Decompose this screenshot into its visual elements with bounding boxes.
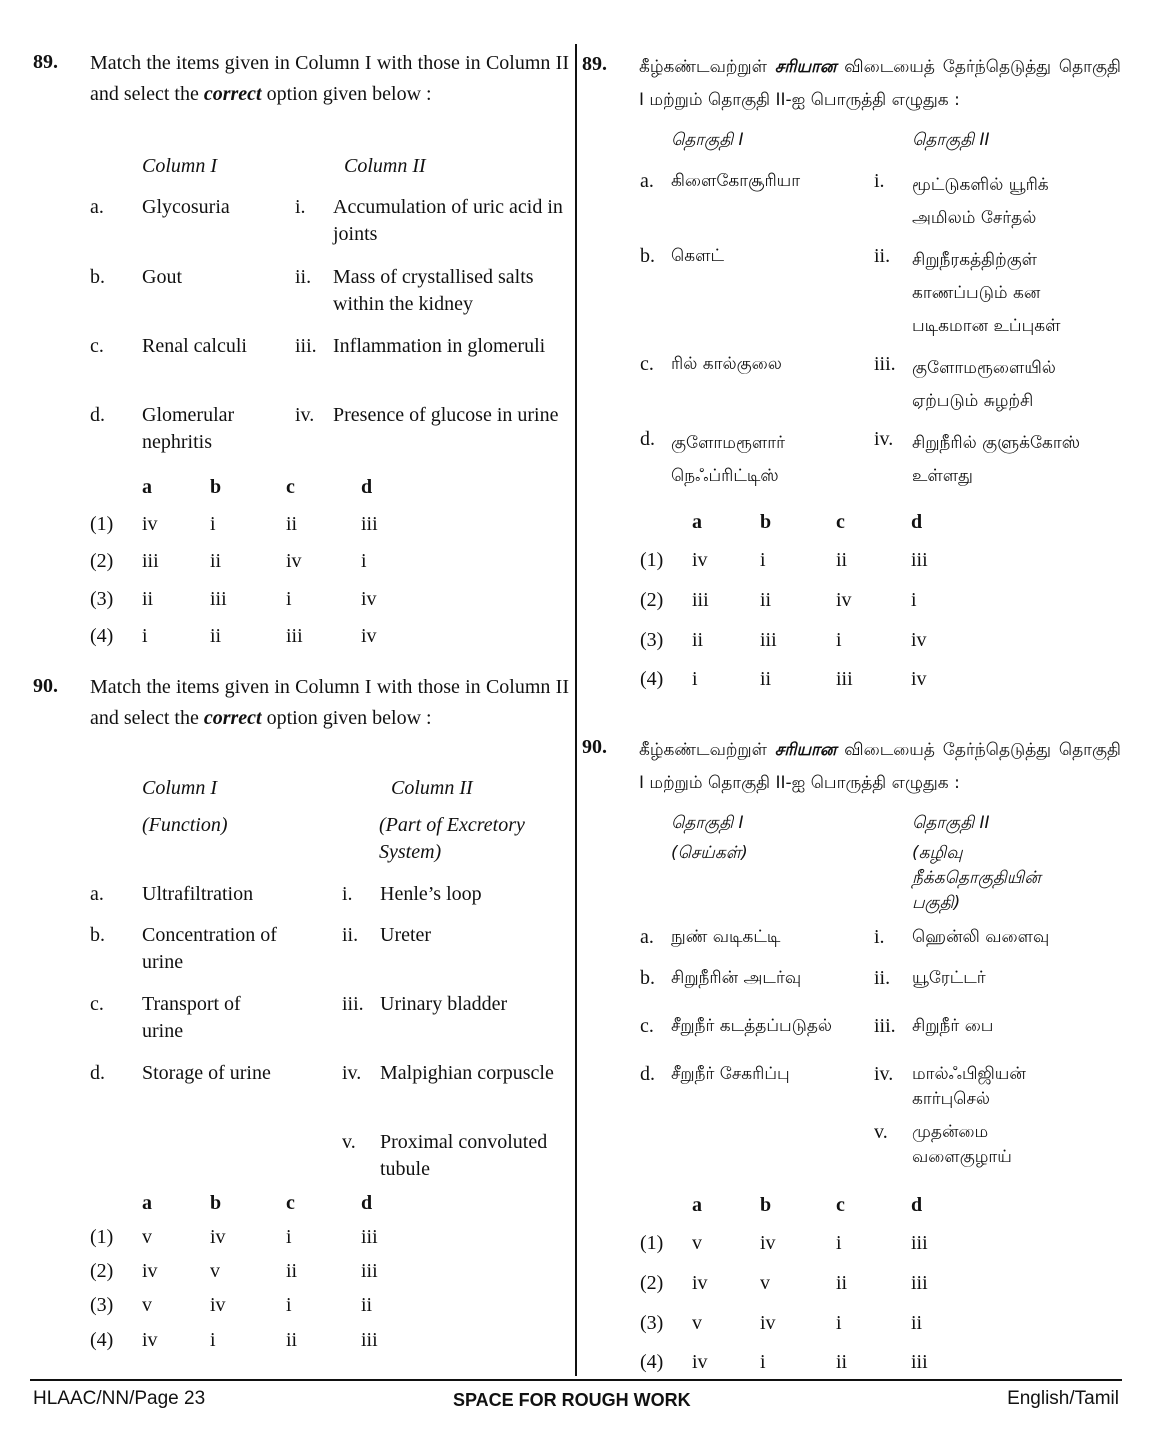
answer-header: b [210, 476, 222, 498]
row-num: i. [874, 926, 885, 948]
stem-text: Match the items given in Column I with those in Column II and select the [90, 676, 569, 729]
column-2-subheader: (Part of Excretory System) [379, 814, 525, 863]
column-1-subheader: (செய்கள்) [671, 843, 748, 863]
english-column [0, 0, 575, 1378]
option-value: iv [760, 1312, 776, 1334]
row-match: மால்ஃபிஜியன் கார்புசெல் [912, 1064, 1026, 1109]
row-num: iv. [874, 428, 894, 450]
option-value: i [286, 1226, 292, 1248]
row-match: Malpighian corpuscle [380, 1062, 554, 1084]
tamil-column [578, 0, 1152, 1378]
stem-text-end: option given below : [261, 83, 432, 105]
question-number: 90. [33, 675, 58, 697]
option-value: iii [911, 549, 928, 571]
stem-text-end: விடையைத் தேர்ந்தெடுத்து தொகுதி I மற்றும் தொகுதி II-ஐ பொருத்தி எழுதுக : [639, 740, 1121, 793]
row-item: சீறுநீர் சேகரிப்பு [671, 1064, 790, 1084]
option-label: (3) [90, 588, 114, 610]
answer-header: a [142, 476, 152, 498]
stem-text: கீழ்கண்டவற்றுள் [639, 740, 775, 760]
question-number: 90. [582, 736, 607, 758]
row-match: ஹென்லி வளைவு [912, 927, 1050, 947]
row-item: சிறுநீரின் அடர்வு [671, 968, 802, 988]
row-num: ii. [342, 924, 359, 946]
option-label: (4) [640, 1351, 664, 1373]
option-value: iii [142, 550, 159, 572]
stem-text-end: option given below : [261, 707, 432, 729]
row-match: Accumulation of uric acid in joints [333, 196, 563, 245]
row-num: iii. [342, 993, 364, 1015]
page-code: HLAAC/NN/Page 23 [33, 1388, 206, 1409]
option-value: iii [692, 589, 709, 611]
option-value: v [142, 1226, 152, 1248]
row-match: Urinary bladder [380, 993, 508, 1015]
option-value: iv [692, 1272, 708, 1294]
row-item: சீறுநீர் கடத்தப்படுதல் [671, 1016, 833, 1036]
row-match: Inflammation in glomeruli [333, 335, 546, 357]
option-value: iv [142, 1329, 158, 1351]
option-label: (2) [90, 1260, 114, 1282]
column-1-header: Column I [142, 777, 217, 799]
option-value: ii [836, 1351, 848, 1373]
option-value: iv [210, 1294, 226, 1316]
row-num: ii. [874, 967, 891, 989]
answer-header: c [286, 476, 295, 498]
question-number: 89. [33, 51, 58, 73]
option-label: (3) [640, 1312, 664, 1334]
row-num: i. [874, 170, 885, 192]
row-key: a. [640, 170, 654, 192]
stem-emphasis: correct [203, 707, 262, 729]
answer-header: d [911, 1194, 923, 1216]
row-num: v. [874, 1121, 888, 1143]
question-stem [90, 48, 569, 110]
row-item: குளோமரூளார் நெஃப்ரிட்டிஸ் [671, 433, 786, 486]
option-value: i [911, 589, 917, 611]
column-2-header: Column II [344, 155, 426, 177]
option-value: v [692, 1232, 702, 1254]
option-value: ii [760, 589, 772, 611]
answer-header: c [836, 511, 845, 533]
row-item: Transport of urine [142, 993, 241, 1042]
row-item: நுண் வடிகட்டி [671, 927, 781, 947]
option-value: iii [361, 1226, 378, 1248]
answer-header: a [142, 1192, 152, 1214]
row-key: c. [90, 335, 104, 357]
row-match: Proximal convoluted tubule [380, 1131, 548, 1180]
question-stem [639, 51, 1121, 117]
row-match: குளோமரூளையில் ஏற்படும் சுழற்சி [912, 358, 1056, 411]
answer-header: d [361, 476, 373, 498]
answer-header: d [911, 511, 923, 533]
option-label: (2) [90, 550, 114, 572]
row-key: d. [90, 1062, 105, 1084]
answer-header: c [836, 1194, 845, 1216]
option-value: iv [286, 550, 302, 572]
answer-header: b [760, 1194, 772, 1216]
row-match: யூரேட்டர் [912, 968, 986, 988]
answer-header: b [210, 1192, 222, 1214]
column-2-header: தொகுதி II [912, 813, 990, 833]
stem-text-end: விடையைத் தேர்ந்தெடுத்து தொகுதி I மற்றும் தொகுதி II-ஐ பொருத்தி எழுதுக : [639, 57, 1121, 110]
option-value: iv [142, 1260, 158, 1282]
rough-work-label: SPACE FOR ROUGH WORK [453, 1390, 691, 1410]
row-num: iii. [295, 335, 317, 357]
column-1-subheader: (Function) [142, 814, 228, 836]
column-2-header: Column II [391, 777, 473, 799]
column-2-subheader: (கழிவு நீக்கதொகுதியின் பகுதி) [912, 843, 1041, 913]
option-value: ii [911, 1312, 923, 1334]
row-match: சிறுநீரகத்திற்குள் காணப்படும் கன படிகமான உப்புகள் [912, 250, 1061, 336]
row-item: Glycosuria [142, 196, 230, 218]
option-value: ii [361, 1294, 373, 1316]
option-value: iv [361, 588, 377, 610]
row-key: b. [640, 967, 655, 989]
answer-header: a [692, 511, 702, 533]
option-value: i [836, 1232, 842, 1254]
row-item: ரில் கால்குலை [671, 354, 782, 374]
row-key: b. [90, 266, 105, 288]
option-label: (1) [90, 1226, 114, 1248]
answer-header: c [286, 1192, 295, 1214]
footer-rule [30, 1379, 1122, 1381]
row-key: d. [640, 1063, 655, 1085]
option-value: ii [210, 625, 222, 647]
option-value: iv [760, 1232, 776, 1254]
column-1-header: Column I [142, 155, 217, 177]
row-num: iii. [874, 353, 896, 375]
option-value: ii [836, 549, 848, 571]
row-num: iv. [874, 1063, 894, 1085]
answer-header: d [361, 1192, 373, 1214]
option-value: iii [210, 588, 227, 610]
row-key: a. [90, 196, 104, 218]
option-label: (1) [640, 1232, 664, 1254]
row-key: a. [90, 883, 104, 905]
row-num: iv. [295, 404, 315, 426]
row-match: Mass of crystallised salts within the kidney [333, 266, 534, 315]
option-value: i [760, 549, 766, 571]
row-num: i. [295, 196, 306, 218]
row-key: b. [640, 245, 655, 267]
option-value: iv [361, 625, 377, 647]
option-value: i [142, 625, 148, 647]
row-key: c. [90, 993, 104, 1015]
option-value: v [692, 1312, 702, 1334]
column-1-header: தொகுதி I [671, 813, 744, 833]
option-value: i [286, 1294, 292, 1316]
question-stem [639, 734, 1121, 800]
option-value: i [210, 1329, 216, 1351]
option-value: v [760, 1272, 770, 1294]
option-value: ii [210, 550, 222, 572]
option-value: ii [286, 1329, 298, 1351]
option-value: ii [760, 668, 772, 690]
option-value: iii [361, 1329, 378, 1351]
option-value: iii [361, 513, 378, 535]
option-value: v [142, 1294, 152, 1316]
row-item: கௌட் [671, 246, 724, 266]
option-value: iii [836, 668, 853, 690]
option-value: i [210, 513, 216, 535]
row-num: v. [342, 1131, 356, 1153]
option-label: (3) [90, 1294, 114, 1316]
option-value: iv [836, 589, 852, 611]
option-value: iii [361, 1260, 378, 1282]
row-num: i. [342, 883, 353, 905]
option-label: (2) [640, 1272, 664, 1294]
option-value: iv [911, 668, 927, 690]
option-value: ii [286, 1260, 298, 1282]
row-key: a. [640, 926, 654, 948]
row-num: ii. [295, 266, 312, 288]
option-value: iii [911, 1232, 928, 1254]
row-match: Ureter [380, 924, 432, 946]
option-value: i [836, 629, 842, 651]
option-label: (4) [640, 668, 664, 690]
row-key: d. [640, 428, 655, 450]
row-item: Storage of urine [142, 1062, 271, 1084]
option-value: i [286, 588, 292, 610]
column-divider [575, 44, 577, 1376]
stem-text: கீழ்கண்டவற்றுள் [639, 57, 775, 77]
option-value: iii [911, 1351, 928, 1373]
row-item: Renal calculi [142, 335, 247, 357]
option-value: ii [836, 1272, 848, 1294]
row-num: iii. [874, 1015, 896, 1037]
option-value: ii [692, 629, 704, 651]
row-match: Presence of glucose in urine [333, 404, 559, 426]
option-label: (3) [640, 629, 664, 651]
row-key: c. [640, 353, 654, 375]
column-2-header: தொகுதி II [912, 130, 990, 150]
option-value: iii [760, 629, 777, 651]
answer-header: a [692, 1194, 702, 1216]
option-value: iv [692, 549, 708, 571]
row-num: iv. [342, 1062, 362, 1084]
option-value: iv [142, 513, 158, 535]
option-value: v [210, 1260, 220, 1282]
row-key: b. [90, 924, 105, 946]
row-item: Glomerular nephritis [142, 404, 235, 453]
row-match: Henle’s loop [380, 883, 482, 905]
option-value: i [361, 550, 367, 572]
option-value: i [836, 1312, 842, 1334]
question-number: 89. [582, 53, 607, 75]
stem-emphasis: correct [203, 83, 262, 105]
option-label: (4) [90, 1329, 114, 1351]
language-label: English/Tamil [1007, 1388, 1119, 1409]
option-value: i [760, 1351, 766, 1373]
question-stem [90, 672, 569, 734]
option-label: (1) [640, 549, 664, 571]
option-value: ii [286, 513, 298, 535]
option-label: (2) [640, 589, 664, 611]
option-value: iii [911, 1272, 928, 1294]
row-key: c. [640, 1015, 654, 1037]
option-value: iv [692, 1351, 708, 1373]
stem-emphasis: சரியான [774, 57, 837, 77]
row-match: சிறுநீர் பை [912, 1016, 994, 1036]
option-value: iv [210, 1226, 226, 1248]
row-num: ii. [874, 245, 891, 267]
stem-emphasis: சரியான [774, 740, 837, 760]
row-item: Ultrafiltration [142, 883, 254, 905]
row-match: மூட்டுகளில் யூரிக் அமிலம் சேர்தல் [912, 175, 1049, 228]
row-match: முதன்மை வளைகுழாய் [912, 1122, 1012, 1167]
row-item: Concentration of urine [142, 924, 277, 973]
option-value: iv [911, 629, 927, 651]
row-item: Gout [142, 266, 182, 288]
stem-text: Match the items given in Column I with those in Column II and select the [90, 52, 569, 105]
option-label: (4) [90, 625, 114, 647]
option-value: iii [286, 625, 303, 647]
answer-header: b [760, 511, 772, 533]
option-label: (1) [90, 513, 114, 535]
column-1-header: தொகுதி I [671, 130, 744, 150]
row-item: கிளைகோசூரியா [671, 171, 801, 191]
option-value: i [692, 668, 698, 690]
option-value: ii [142, 588, 154, 610]
row-key: d. [90, 404, 105, 426]
row-match: சிறுநீரில் குளுக்கோஸ் உள்ளது [912, 433, 1081, 486]
